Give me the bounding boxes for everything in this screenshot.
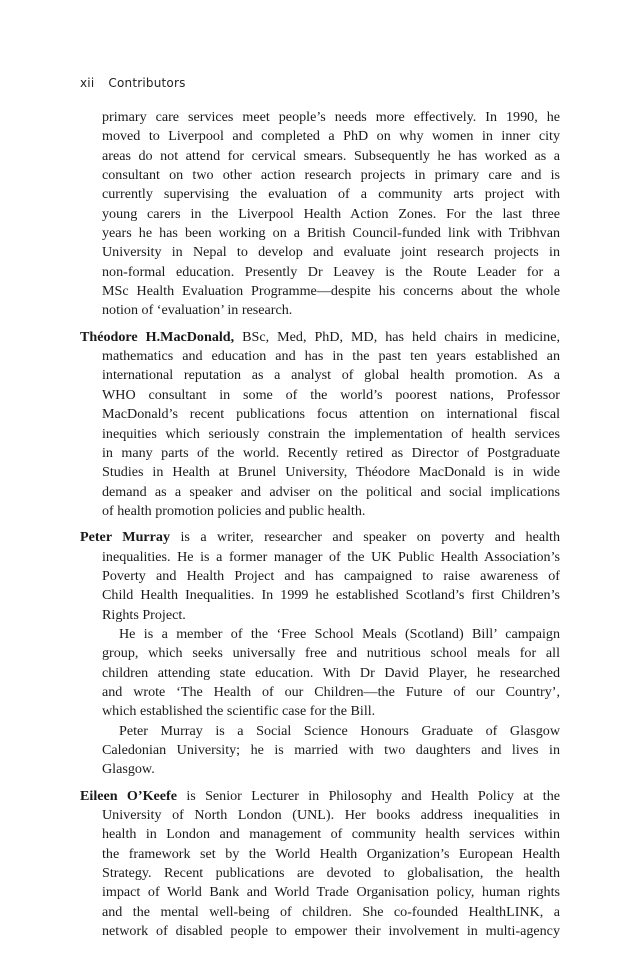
text-line: currently supervising the evaluation of a community arts project with — [102, 186, 560, 203]
text-line: demand as a speaker and adviser on the political and social implications — [102, 483, 560, 500]
text-line: MacDonald’s recent publications focus attention on international fiscal — [102, 406, 560, 423]
contributor-name: Eileen O’Keefe — [80, 787, 177, 804]
text-line: University in Nepal to develop and evaluate joint research projects in — [102, 244, 560, 261]
text-line: He is a member of the ‘Free School Meals (Scotland) Bill’ campaign — [119, 625, 560, 642]
text-line: health in London and management of community health services within — [102, 826, 560, 843]
text-line: in many parts of the world. Recently retired as Director of Postgraduate — [102, 444, 560, 461]
text-line: MSc Health Evaluation Programme—despite his concerns about the whole — [102, 283, 560, 300]
text-line: University of North London (UNL). Her books address inequalities in — [102, 807, 560, 824]
text-line: areas do not attend for cervical smears. Subsequently he has worked as a — [102, 147, 560, 164]
contributor-entry-macdonald — [80, 328, 560, 521]
contributor-entry-murray — [80, 528, 560, 779]
text-line: children attending state education. With Dr David Player, he researched — [102, 664, 560, 681]
text-line: Strategy. Recent publications are devoted to globalisation, the health — [102, 865, 560, 882]
text-line: Caledonian University; he is married with two daughters and lives in — [102, 742, 560, 758]
text-line: years he has been working on a British Council-funded link with Tribhvan — [102, 225, 560, 242]
running-title: Contributors — [108, 76, 186, 90]
text-line: young carers in the Liverpool Health Action Zones. For the last three — [102, 205, 560, 222]
contributor-name: Théodore H.MacDonald, — [80, 328, 235, 345]
text-line: Poverty and Health Project and has campaigned to raise awareness of — [102, 567, 560, 584]
text-line: BSc, Med, PhD, MD, has held chairs in medicine, — [242, 328, 560, 345]
contributor-entry-okeefe — [80, 787, 560, 942]
text-line: Peter Murray is a Social Science Honours Graduate of Glasgow — [119, 722, 560, 739]
text-line: moved to Liverpool and completed a PhD on why women in inner city — [102, 128, 560, 145]
continuation-paragraph — [80, 108, 560, 321]
text-line: and wrote ‘The Health of our Children—the Future of our Country’, — [102, 683, 560, 700]
text-line: Studies in Health at Brunel University, Théodore MacDonald is in wide — [102, 464, 560, 481]
text-line: is Senior Lecturer in Philosophy and Health Policy at the — [186, 787, 560, 804]
text-line: Rights Project. — [102, 606, 186, 623]
text-line: inequities which seriously constrain the implementation of health services — [102, 425, 560, 442]
text-line: the framework set by the World Health Organization’s European Health — [102, 845, 560, 862]
text-line: consultant on two other action research projects in primary care and is — [102, 167, 560, 184]
text-line: Child Health Inequalities. In 1999 he established Scotland’s first Children’s — [102, 587, 560, 604]
text-line: network of disabled people to empower their involvement in multi-agency — [102, 923, 560, 940]
text-line: impact of World Bank and World Trade Organisation policy, human rights — [102, 884, 560, 901]
text-line: and the mental well-being of children. She co-founded HealthLINK, a — [102, 903, 560, 920]
text-line: group, which seeks universally free and nutritious school meals for all — [102, 645, 560, 662]
running-header — [80, 76, 186, 90]
text-line: mathematics and education and has in the past ten years established an — [102, 348, 560, 365]
text-line: Glasgow. — [102, 761, 155, 778]
text-line: which established the scientific case for the Bill. — [102, 703, 376, 720]
text-line: international reputation as a analyst of global health promotion. As a — [102, 367, 560, 384]
text-line: primary care services meet people’s needs more effectively. In 1990, he — [102, 109, 560, 125]
text-line: non-formal education. Presently Dr Leavey is the Route Leader for a — [102, 263, 560, 280]
text-line: WHO consultant in some of the world’s poorest nations, Professor — [102, 386, 560, 403]
text-line: is a writer, researcher and speaker on poverty and health — [180, 529, 560, 546]
contributors-text — [80, 108, 560, 941]
contributor-name: Peter Murray — [80, 529, 171, 546]
text-line: notion of ‘evaluation’ in research. — [102, 302, 293, 319]
text-line: inequalities. He is a former manager of the UK Public Health Association’s — [102, 548, 560, 565]
text-line: of health promotion policies and public health. — [102, 502, 366, 519]
page-number: xii — [80, 76, 95, 90]
